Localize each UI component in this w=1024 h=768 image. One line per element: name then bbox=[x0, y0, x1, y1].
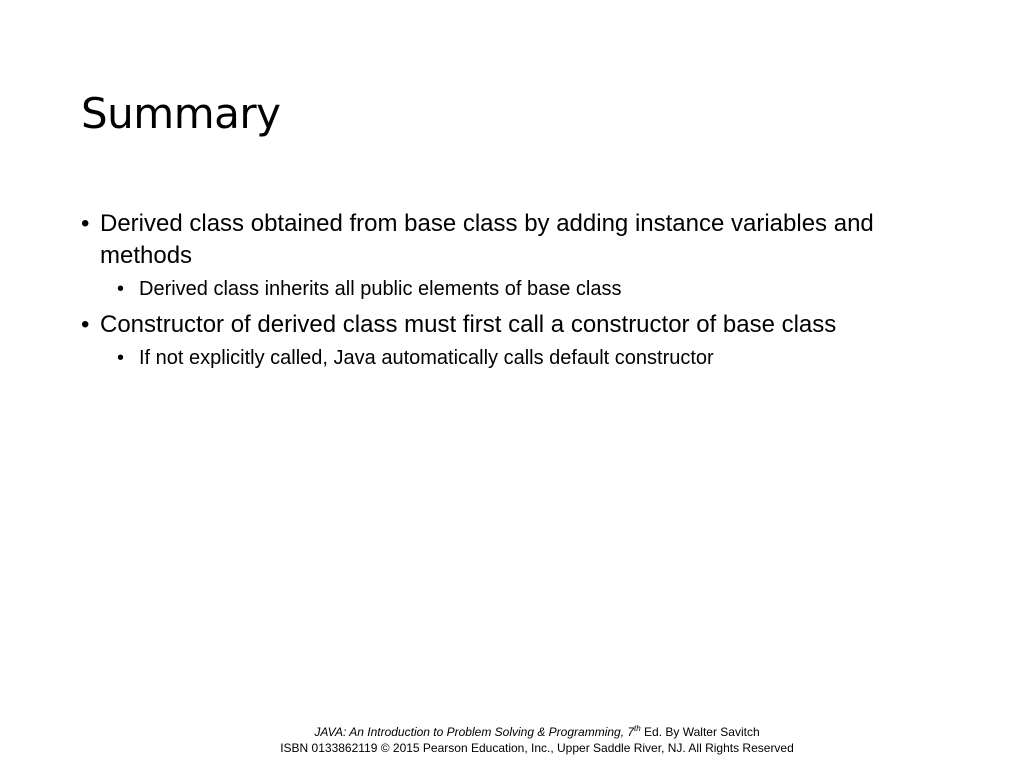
bullet-item bbox=[81, 208, 951, 272]
bullet-dot-icon: • bbox=[81, 311, 90, 338]
slide-footer bbox=[0, 721, 1024, 756]
subbullet-dot-icon: • bbox=[117, 347, 125, 369]
bullet-text: Constructor of derived class must first call a constructor of base class bbox=[100, 311, 837, 338]
subbullet-text: Derived class inherits all public elements of base class bbox=[139, 278, 622, 300]
footer-book-title bbox=[0, 721, 1024, 740]
footer-edition-text: Ed. By Walter Savitch bbox=[640, 725, 760, 739]
footer-title-text: JAVA: An Introduction to Problem Solving & Programming, 7 bbox=[314, 725, 635, 739]
subbullet-item bbox=[81, 345, 951, 372]
footer-copyright: ISBN 0133862119 © 2015 Pearson Education, Inc., Upper Saddle River, NJ. All Rights Reserved bbox=[280, 741, 794, 755]
bullet-item bbox=[81, 309, 951, 341]
subbullet-dot-icon: • bbox=[117, 278, 125, 300]
subbullet-text: If not explicitly called, Java automatically calls default constructor bbox=[139, 347, 714, 369]
slide-content bbox=[81, 208, 951, 378]
footer-edition-sup: th bbox=[634, 724, 641, 733]
subbullet-item bbox=[81, 276, 951, 303]
slide-title: Summary bbox=[81, 89, 281, 138]
bullet-text: Derived class obtained from base class by adding instance variables and methods bbox=[100, 210, 874, 269]
bullet-dot-icon: • bbox=[81, 210, 90, 237]
